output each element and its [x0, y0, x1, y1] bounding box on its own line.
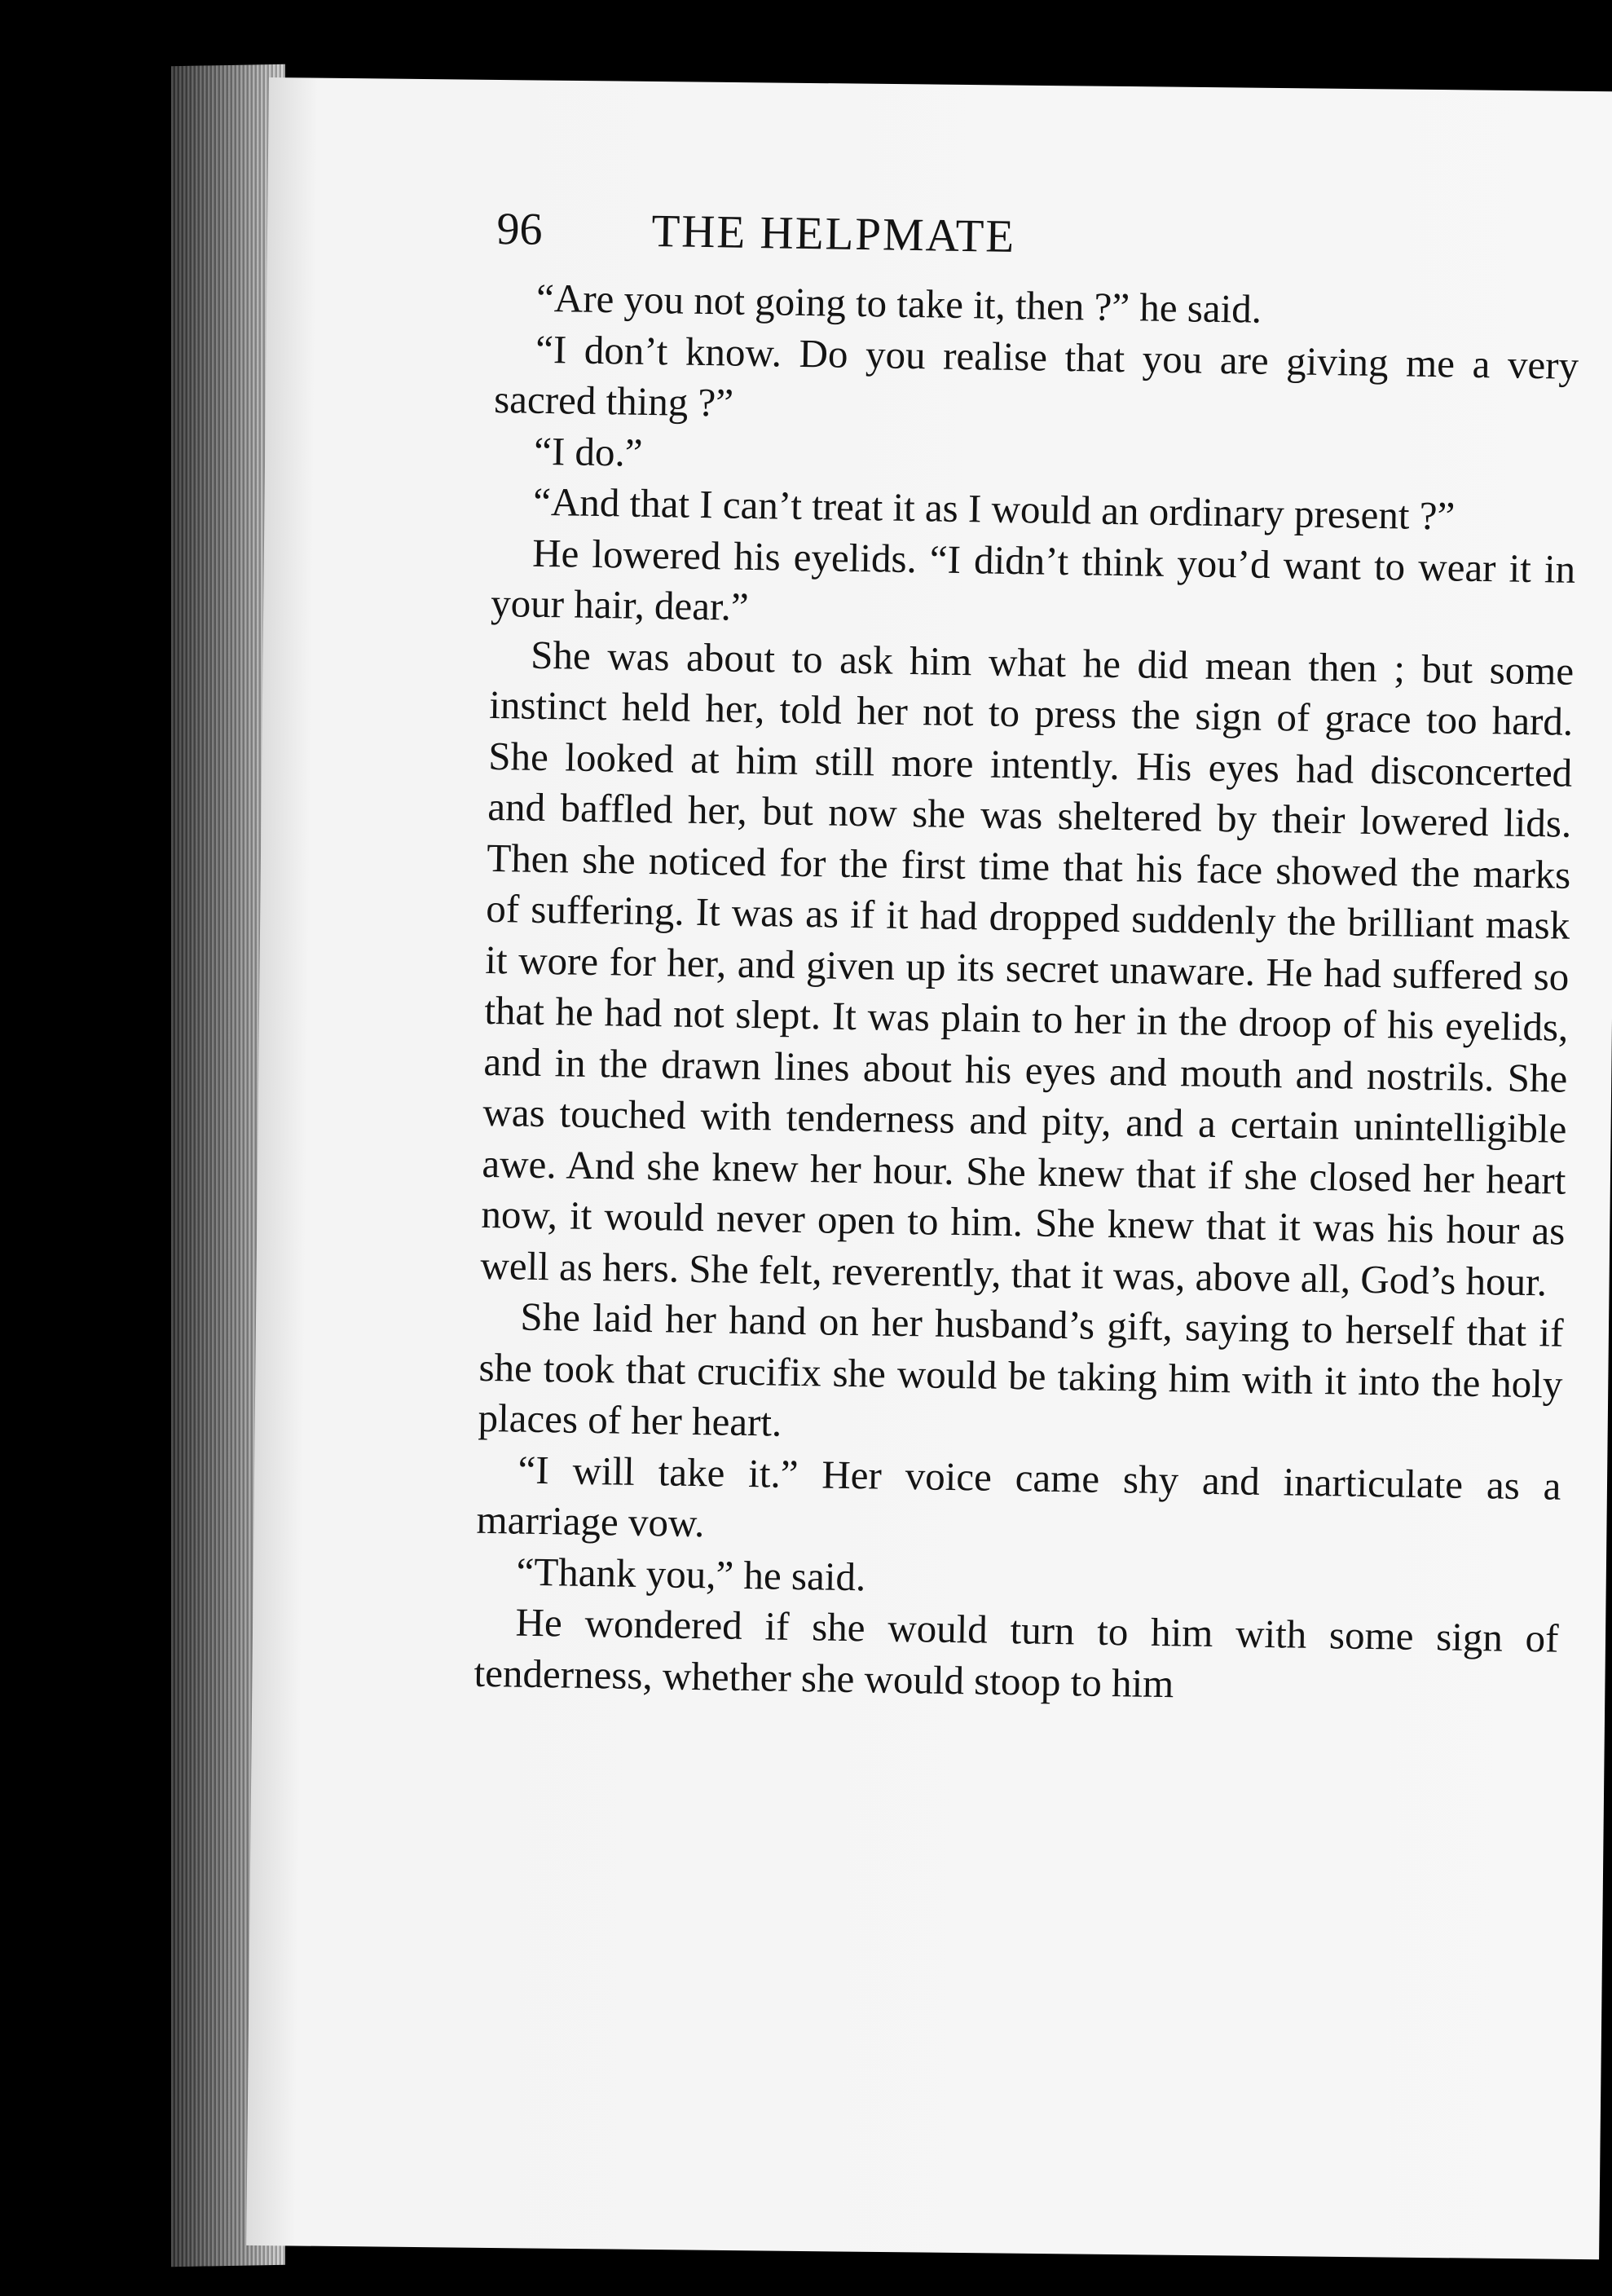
paragraph: She was about to ask him what he did mean then ; but some instinct held her, told her not to press the sign of grace too hard. She looked at him still more intently. His eyes had disconcerted and baffled her, but now she was sheltered by their lowered lids. Then she noticed for the first time that his face showed the marks of suffering. It was as if it had dropped suddenly the brilliant mask it wore for her, and given up its secret unaware. He had suffered so that he had not slept. It was plain to her in the droop of his eyelids, and in the drawn lines about his eyes and mouth and nostrils. She was touched with tenderness and pity, and a certain unintelligible awe. And she knew her hour. She knew that if she closed her heart now, it would never open to him. She knew that it was his hour as well as hers. She felt, reverently, that it was, above all, God’s hour. — [480, 632, 1575, 1304]
page-number: 96 — [496, 204, 543, 255]
paragraph: “Thank you,” he said. — [516, 1549, 866, 1599]
paragraph: “And that I can’t treat it as I would an ordinary present ?” — [532, 478, 1456, 539]
paragraph: He lowered his eyelids. “I didn’t think you’d want to wear it in your hair, dear.” — [490, 530, 1576, 629]
paragraph: He wondered if she would turn to him with some sign of tenderness, whether she would stoop to him — [473, 1599, 1559, 1706]
page-text — [473, 204, 1581, 1716]
paragraph: She laid her hand on her husband’s gift, saying to herself that if she took that crucifix she would be taking him with it into the holy places of her heart. — [478, 1293, 1564, 1445]
running-title: THE HELPMATE — [651, 205, 1016, 262]
paragraph: “Are you not going to take it, then ?” he said. — [535, 275, 1262, 332]
paragraph: “I do.” — [533, 428, 643, 475]
paragraph: “I don’t know. Do you realise that you are giving me a very sacred thing ?” — [493, 326, 1579, 425]
paragraph: “I will take it.” Her voice came shy and inarticulate as a marriage vow. — [476, 1447, 1561, 1546]
